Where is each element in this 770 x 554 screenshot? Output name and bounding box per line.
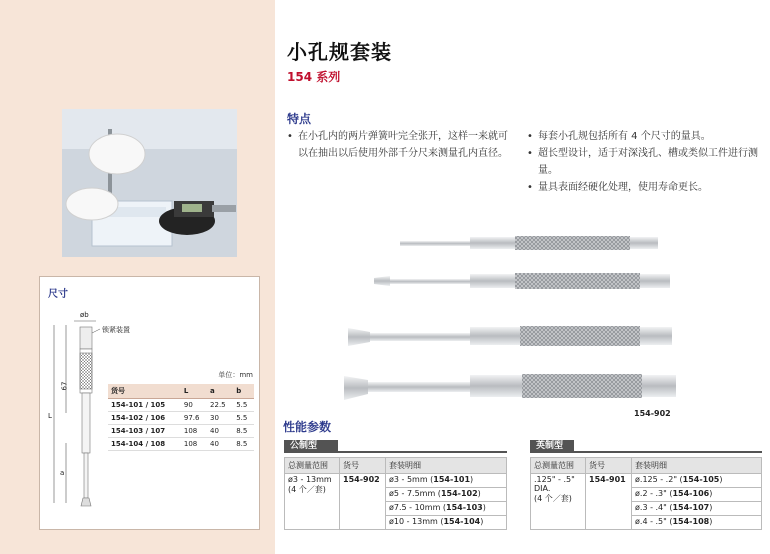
dim-label-67: 67 <box>60 381 69 391</box>
dimension-table-header <box>108 384 254 399</box>
item-text: ø.4 - .5" ( <box>635 517 673 526</box>
metric-spec-table <box>284 457 507 530</box>
cell: 22.5 <box>207 399 233 412</box>
list-item: • 量具表面经硬化处理，使用寿命更长。 <box>527 179 759 196</box>
cell: 30 <box>207 412 233 425</box>
col-header: 货号 <box>586 458 632 474</box>
dim-label-knurl: 锁紧装置 <box>102 326 130 334</box>
col-header: 货号 <box>340 458 386 474</box>
dimension-table <box>108 384 254 451</box>
item-cell <box>632 516 762 530</box>
range-cell <box>531 474 586 530</box>
item-end: ) <box>482 503 486 512</box>
item-end: ) <box>709 503 713 512</box>
cell: 8.5 <box>233 425 254 438</box>
item-end: ) <box>719 475 723 484</box>
dim-label-a: a <box>60 469 65 477</box>
range-note: (4 个／套) <box>288 485 326 494</box>
dimension-box <box>39 276 260 530</box>
list-item: • 每套小孔规包括所有 4 个尺寸的量具。 <box>527 128 759 145</box>
cell: 154-103 / 107 <box>108 425 181 438</box>
performance-heading: 性能参数 <box>283 420 332 434</box>
range-cell <box>285 474 340 530</box>
col-header: 套装明细 <box>386 458 507 474</box>
item-text: ø3 - 5mm ( <box>389 475 434 484</box>
item-cell <box>386 488 507 502</box>
item-code: 154-108 <box>672 517 710 526</box>
item-end: ) <box>470 475 474 484</box>
col-header: 总测量范围 <box>531 458 586 474</box>
cell: 108 <box>181 425 207 438</box>
item-text: ø7.5 - 10mm ( <box>389 503 447 512</box>
range-dia: DIA. <box>534 484 551 493</box>
page-title: 小孔规套装 <box>287 40 392 64</box>
dim-label-phi-b: øb <box>80 311 89 319</box>
cell: 40 <box>207 425 233 438</box>
inch-divider <box>530 451 762 453</box>
item-code: 154-106 <box>672 489 710 498</box>
item-code: 154-104 <box>443 517 481 526</box>
features-list-right <box>527 128 759 196</box>
item-end: ) <box>477 489 481 498</box>
item-text: ø.125 - .2" ( <box>635 475 683 484</box>
dim-label-L: L <box>48 412 52 420</box>
gauge-set-illustration <box>330 228 690 403</box>
inch-spec-table <box>530 457 762 530</box>
metric-divider <box>284 451 507 453</box>
col-header: a <box>207 384 233 399</box>
item-text: ø5 - 7.5mm ( <box>389 489 441 498</box>
gauge-1 <box>400 236 658 250</box>
table-row <box>531 474 762 488</box>
item-code: 154-103 <box>446 503 483 512</box>
dimension-title: 尺寸 <box>48 289 68 300</box>
features-heading: 特点 <box>287 112 312 126</box>
col-header: 货号 <box>108 384 181 399</box>
photo-illustration <box>62 109 237 257</box>
gauge-3 <box>348 326 672 346</box>
table-row <box>108 399 254 412</box>
cell: 8.5 <box>233 438 254 451</box>
item-code: 154-102 <box>440 489 478 498</box>
gauge-dimension-drawing <box>50 303 110 528</box>
range-value: .125" - .5" <box>534 475 575 484</box>
item-text: ø.2 - .3" ( <box>635 489 673 498</box>
series-label: 154 系列 <box>287 70 341 84</box>
cell: 108 <box>181 438 207 451</box>
table-row <box>108 412 254 425</box>
item-cell <box>386 516 507 530</box>
item-cell <box>386 502 507 516</box>
col-header: L <box>181 384 207 399</box>
left-panel <box>0 0 275 554</box>
gauge-4 <box>344 374 676 400</box>
product-model-label: 154-902 <box>634 409 671 418</box>
features-list-left <box>287 128 512 162</box>
item-code: 154-107 <box>672 503 710 512</box>
item-end: ) <box>709 517 713 526</box>
item-cell <box>632 474 762 488</box>
item-cell <box>632 502 762 516</box>
inch-tag: 英制型 <box>530 440 574 452</box>
cell: 97.6 <box>181 412 207 425</box>
table-row <box>108 425 254 438</box>
table-header <box>531 458 762 474</box>
list-item: • 超长型设计，适于对深浅孔、槽或类似工件进行测量。 <box>527 145 759 179</box>
code-cell: 154-902 <box>340 474 386 530</box>
cell: 154-104 / 108 <box>108 438 181 451</box>
cell: 154-101 / 105 <box>108 399 181 412</box>
item-cell <box>386 474 507 488</box>
product-photo <box>62 109 237 257</box>
table-header <box>285 458 507 474</box>
item-code: 154-101 <box>433 475 471 484</box>
table-row <box>285 474 507 488</box>
item-cell <box>632 488 762 502</box>
unit-label: 单位：mm <box>218 371 253 379</box>
item-end: ) <box>480 517 484 526</box>
item-end: ) <box>709 489 713 498</box>
cell: 5.5 <box>233 412 254 425</box>
range-value: ø3 - 13mm <box>288 475 332 484</box>
cell: 40 <box>207 438 233 451</box>
col-header: 总测量范围 <box>285 458 340 474</box>
table-row <box>108 438 254 451</box>
list-item: • 在小孔内的两片弹簧叶完全张开，这样一来就可以在抽出以后使用外部千分尺来测量孔内直径。 <box>287 128 512 162</box>
cell: 154-102 / 106 <box>108 412 181 425</box>
cell: 90 <box>181 399 207 412</box>
item-code: 154-105 <box>682 475 720 484</box>
gauge-2 <box>374 273 670 289</box>
item-text: ø.3 - .4" ( <box>635 503 673 512</box>
item-text: ø10 - 13mm ( <box>389 517 444 526</box>
cell: 5.5 <box>233 399 254 412</box>
col-header: 套装明细 <box>632 458 762 474</box>
col-header: b <box>233 384 254 399</box>
code-cell: 154-901 <box>586 474 632 530</box>
metric-tag: 公制型 <box>284 440 338 452</box>
range-note: (4 个／套) <box>534 494 572 503</box>
